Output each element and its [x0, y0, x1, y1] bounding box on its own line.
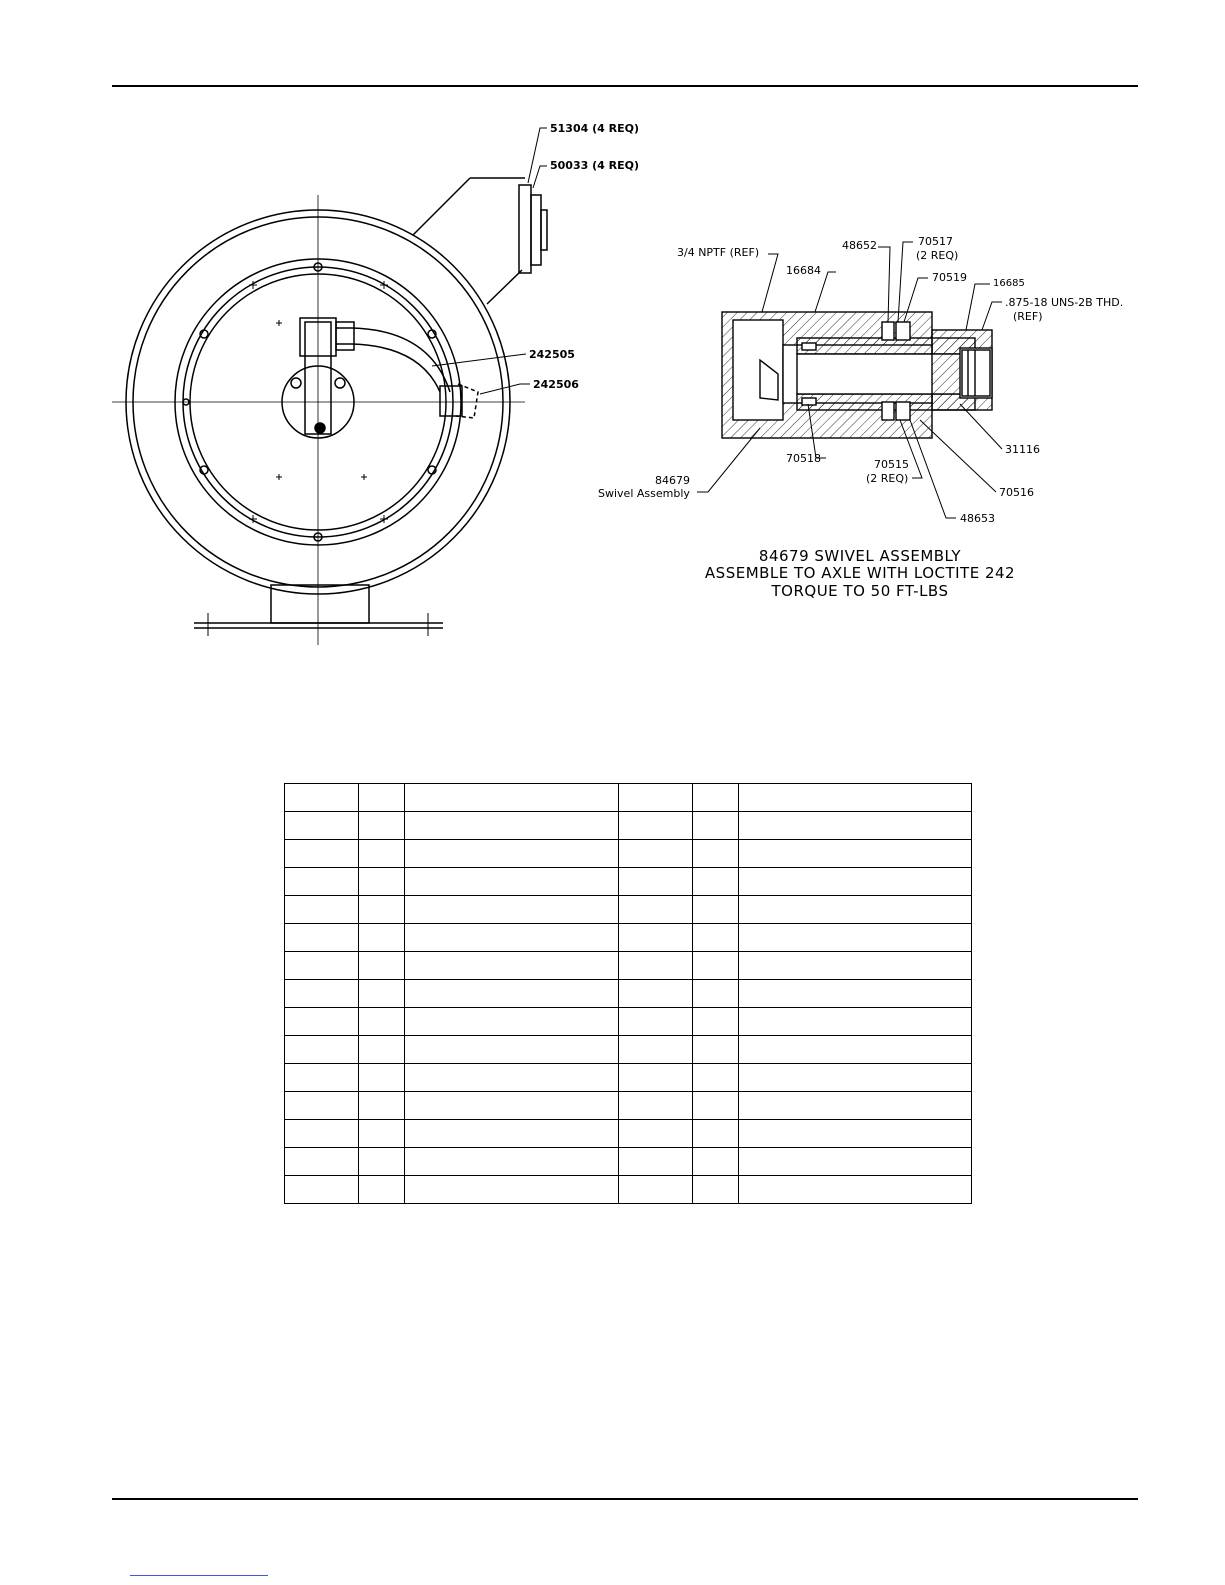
callout-51304: 51304 (4 REQ)	[550, 122, 639, 135]
table-cell	[285, 924, 359, 952]
table-cell	[285, 1008, 359, 1036]
table-cell	[359, 1120, 405, 1148]
callout-70518: 70518	[786, 452, 821, 465]
callout-48652: 48652	[842, 239, 877, 252]
table-cell	[739, 980, 972, 1008]
table-cell	[285, 1176, 359, 1204]
table-cell	[285, 784, 359, 812]
table-cell	[285, 980, 359, 1008]
table-cell	[405, 924, 619, 952]
hose-reel-front-view	[112, 178, 547, 645]
table-cell	[739, 784, 972, 812]
table-cell	[693, 1120, 739, 1148]
table-cell	[285, 868, 359, 896]
technical-drawing	[0, 0, 1225, 700]
table-cell	[739, 1008, 972, 1036]
table-cell	[739, 1036, 972, 1064]
table-cell	[405, 868, 619, 896]
table-cell	[693, 812, 739, 840]
table-cell	[693, 896, 739, 924]
table-cell	[619, 784, 693, 812]
callout-70515: 70515	[874, 458, 909, 471]
table-cell	[693, 924, 739, 952]
callout-242506: 242506	[533, 378, 579, 391]
table-cell	[619, 1120, 693, 1148]
table-cell	[693, 1008, 739, 1036]
table-cell	[619, 868, 693, 896]
table-cell	[619, 1036, 693, 1064]
note-line-2: ASSEMBLE TO AXLE WITH LOCTITE 242	[704, 564, 1016, 582]
table-cell	[739, 1092, 972, 1120]
table-cell	[359, 784, 405, 812]
table-row	[285, 1148, 972, 1176]
table-row	[285, 1064, 972, 1092]
table-cell	[405, 1036, 619, 1064]
table-cell	[285, 896, 359, 924]
table-cell	[739, 1064, 972, 1092]
table-cell	[285, 812, 359, 840]
table-cell	[739, 812, 972, 840]
table-cell	[619, 896, 693, 924]
table-cell	[739, 1120, 972, 1148]
table-cell	[359, 840, 405, 868]
note-line-1: 84679 SWIVEL ASSEMBLY	[758, 547, 962, 565]
table-cell	[693, 840, 739, 868]
callout-70516: 70516	[999, 486, 1034, 499]
table-cell	[359, 952, 405, 980]
table-cell	[693, 980, 739, 1008]
table-row	[285, 812, 972, 840]
table-cell	[359, 980, 405, 1008]
table-cell	[619, 1064, 693, 1092]
callout-nptf: 3/4 NPTF (REF)	[677, 246, 760, 259]
table-cell	[693, 784, 739, 812]
table-cell	[285, 1064, 359, 1092]
table-cell	[405, 1064, 619, 1092]
table-cell	[693, 952, 739, 980]
table-cell	[693, 1176, 739, 1204]
table-cell	[739, 840, 972, 868]
table-cell	[405, 1008, 619, 1036]
table-cell	[619, 980, 693, 1008]
table-cell	[359, 812, 405, 840]
table-cell	[619, 812, 693, 840]
footer-link-underline[interactable]	[130, 1575, 268, 1576]
table-cell	[359, 1176, 405, 1204]
table-cell	[359, 1008, 405, 1036]
table-row	[285, 784, 972, 812]
table-cell	[285, 1148, 359, 1176]
table-row	[285, 840, 972, 868]
table-cell	[619, 924, 693, 952]
table-cell	[619, 1092, 693, 1120]
callout-thread-ref: (REF)	[1013, 310, 1043, 323]
table-cell	[693, 1064, 739, 1092]
table-cell	[619, 952, 693, 980]
table-row	[285, 1092, 972, 1120]
table-cell	[359, 868, 405, 896]
footer-rule	[112, 1498, 1138, 1500]
table-row	[285, 924, 972, 952]
table-cell	[285, 1036, 359, 1064]
table-cell	[739, 868, 972, 896]
table-cell	[693, 1092, 739, 1120]
table-cell	[739, 1148, 972, 1176]
callout-84679: 84679	[655, 474, 690, 487]
table-cell	[739, 896, 972, 924]
table-cell	[405, 1120, 619, 1148]
callout-70515-req: (2 REQ)	[866, 472, 909, 485]
callout-48653: 48653	[960, 512, 995, 525]
table-cell	[359, 1148, 405, 1176]
callout-16684: 16684	[786, 264, 821, 277]
table-cell	[739, 1176, 972, 1204]
table-cell	[693, 1036, 739, 1064]
callout-16685: 16685	[993, 278, 1025, 289]
table-row	[285, 1120, 972, 1148]
table-cell	[619, 840, 693, 868]
callout-31116: 31116	[1005, 443, 1040, 456]
table-cell	[405, 980, 619, 1008]
table-cell	[619, 1148, 693, 1176]
table-cell	[359, 1064, 405, 1092]
table-cell	[405, 840, 619, 868]
callout-70519: 70519	[932, 271, 967, 284]
swivel-section-view	[722, 312, 992, 438]
table-row	[285, 1176, 972, 1204]
table-row	[285, 952, 972, 980]
table-cell	[359, 1092, 405, 1120]
note-line-3: TORQUE TO 50 FT-LBS	[771, 582, 949, 600]
callout-thread: .875-18 UNS-2B THD.	[1005, 296, 1124, 309]
table-cell	[739, 924, 972, 952]
table-cell	[285, 952, 359, 980]
table-cell	[359, 924, 405, 952]
table-cell	[405, 812, 619, 840]
callout-50033: 50033 (4 REQ)	[550, 159, 639, 172]
table-cell	[405, 1176, 619, 1204]
table-cell	[359, 896, 405, 924]
table-row	[285, 896, 972, 924]
table-cell	[405, 896, 619, 924]
table-cell	[619, 1176, 693, 1204]
table-cell	[285, 840, 359, 868]
table-cell	[405, 784, 619, 812]
parts-table	[284, 783, 972, 1204]
table-cell	[285, 1120, 359, 1148]
table-cell	[619, 1008, 693, 1036]
table-cell	[405, 952, 619, 980]
table-cell	[359, 1036, 405, 1064]
table-row	[285, 1036, 972, 1064]
callout-242505: 242505	[529, 348, 575, 361]
table-cell	[693, 1148, 739, 1176]
callout-70517-req: (2 REQ)	[916, 249, 959, 262]
table-row	[285, 980, 972, 1008]
table-cell	[693, 868, 739, 896]
table-row	[285, 868, 972, 896]
table-cell	[285, 1092, 359, 1120]
table-cell	[405, 1148, 619, 1176]
table-cell	[405, 1092, 619, 1120]
table-row	[285, 1008, 972, 1036]
table-cell	[739, 952, 972, 980]
callout-swivel-assembly: Swivel Assembly	[598, 487, 690, 500]
callout-70517: 70517	[918, 235, 953, 248]
